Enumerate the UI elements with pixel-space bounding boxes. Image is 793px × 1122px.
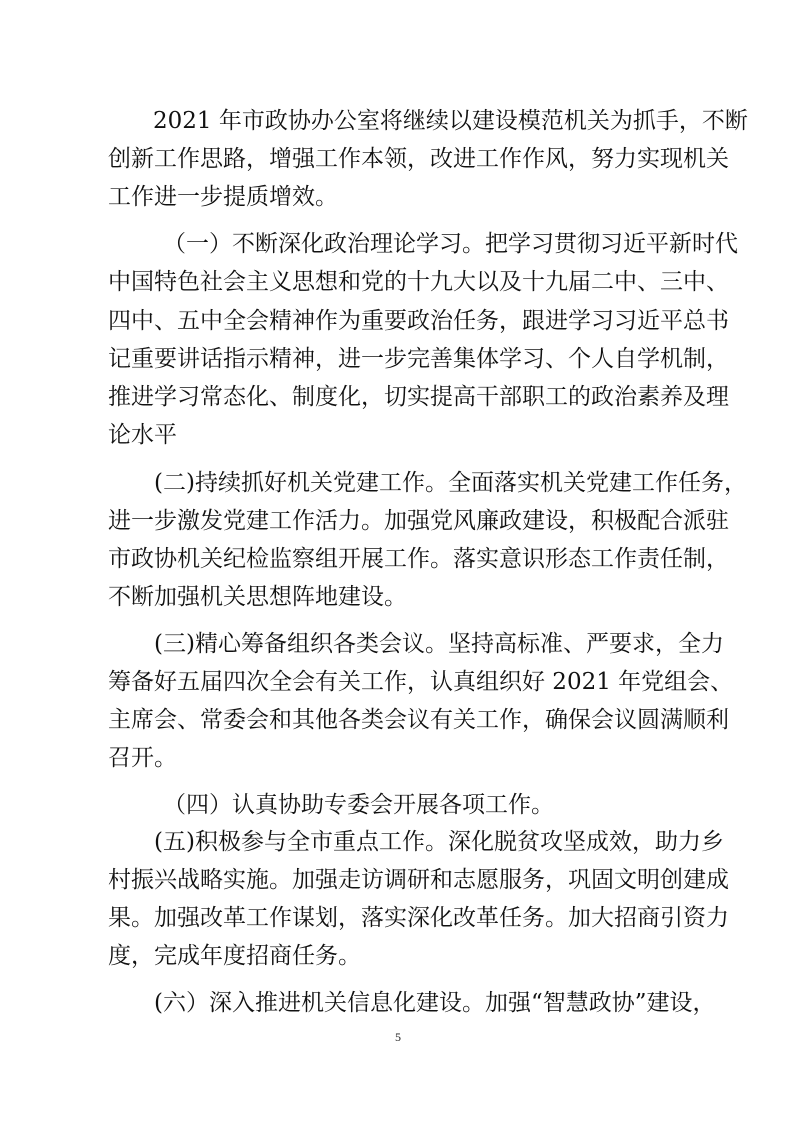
paragraph-line: 论水平 [108, 422, 177, 448]
paragraph-line: 召开。 [108, 745, 177, 771]
paragraph-line: (二)持续抓好机关党建工作。全面落实机关党建工作任务， [154, 470, 747, 496]
paragraph-line: 进一步激发党建工作活力。加强党风廉政建设，积极配合派驻 [108, 508, 729, 534]
paragraph-line: 市政协机关纪检监察组开展工作。落实意识形态工作责任制， [108, 546, 729, 572]
paragraph-line: 度，完成年度招商任务。 [108, 943, 361, 969]
paragraph-line: 村振兴战略实施。加强走访调研和志愿服务，巩固文明创建成 [108, 867, 729, 893]
paragraph-line: （一）不断深化政治理论学习。把学习贯彻习近平新时代 [163, 231, 738, 257]
paragraph-line: 记重要讲话指示精神，进一步完善集体学习、个人自学机制， [108, 346, 729, 372]
paragraph-line: 不断加强机关思想阵地建设。 [108, 584, 407, 610]
paragraph-line: (三)精心筹备组织各类会议。坚持高标准、严要求，全力 [154, 631, 724, 657]
paragraph-line: 2021 年市政协办公室将继续以建设模范机关为抓手，不断 [153, 108, 748, 134]
paragraph-line: （四）认真协助专委会开展各项工作。 [163, 792, 554, 818]
paragraph-line: 中国特色社会主义思想和党的十九大以及十九届二中、三中、 [108, 269, 729, 295]
paragraph-line: (六）深入推进机关信息化建设。加强“智慧政协”建设， [154, 990, 716, 1016]
paragraph-line: (五)积极参与全市重点工作。深化脱贫攻坚成效，助力乡 [154, 829, 724, 855]
paragraph-line: 主席会、常委会和其他各类会议有关工作，确保会议圆满顺利 [108, 707, 729, 733]
paragraph-line: 工作进一步提质增效。 [108, 184, 338, 210]
paragraph-line: 果。加强改革工作谋划，落实深化改革任务。加大招商引资力 [108, 905, 729, 931]
paragraph-line: 筹备好五届四次全会有关工作，认真组织好 2021 年党组会、 [108, 669, 734, 695]
paragraph-line: 推进学习常态化、制度化，切实提高干部职工的政治素养及理 [108, 384, 729, 410]
paragraph-line: 创新工作思路，增强工作本领，改进工作作风，努力实现机关 [108, 146, 729, 172]
paragraph-line: 四中、五中全会精神作为重要政治任务，跟进学习习近平总书 [108, 308, 729, 334]
page-number: 5 [395, 1030, 401, 1044]
